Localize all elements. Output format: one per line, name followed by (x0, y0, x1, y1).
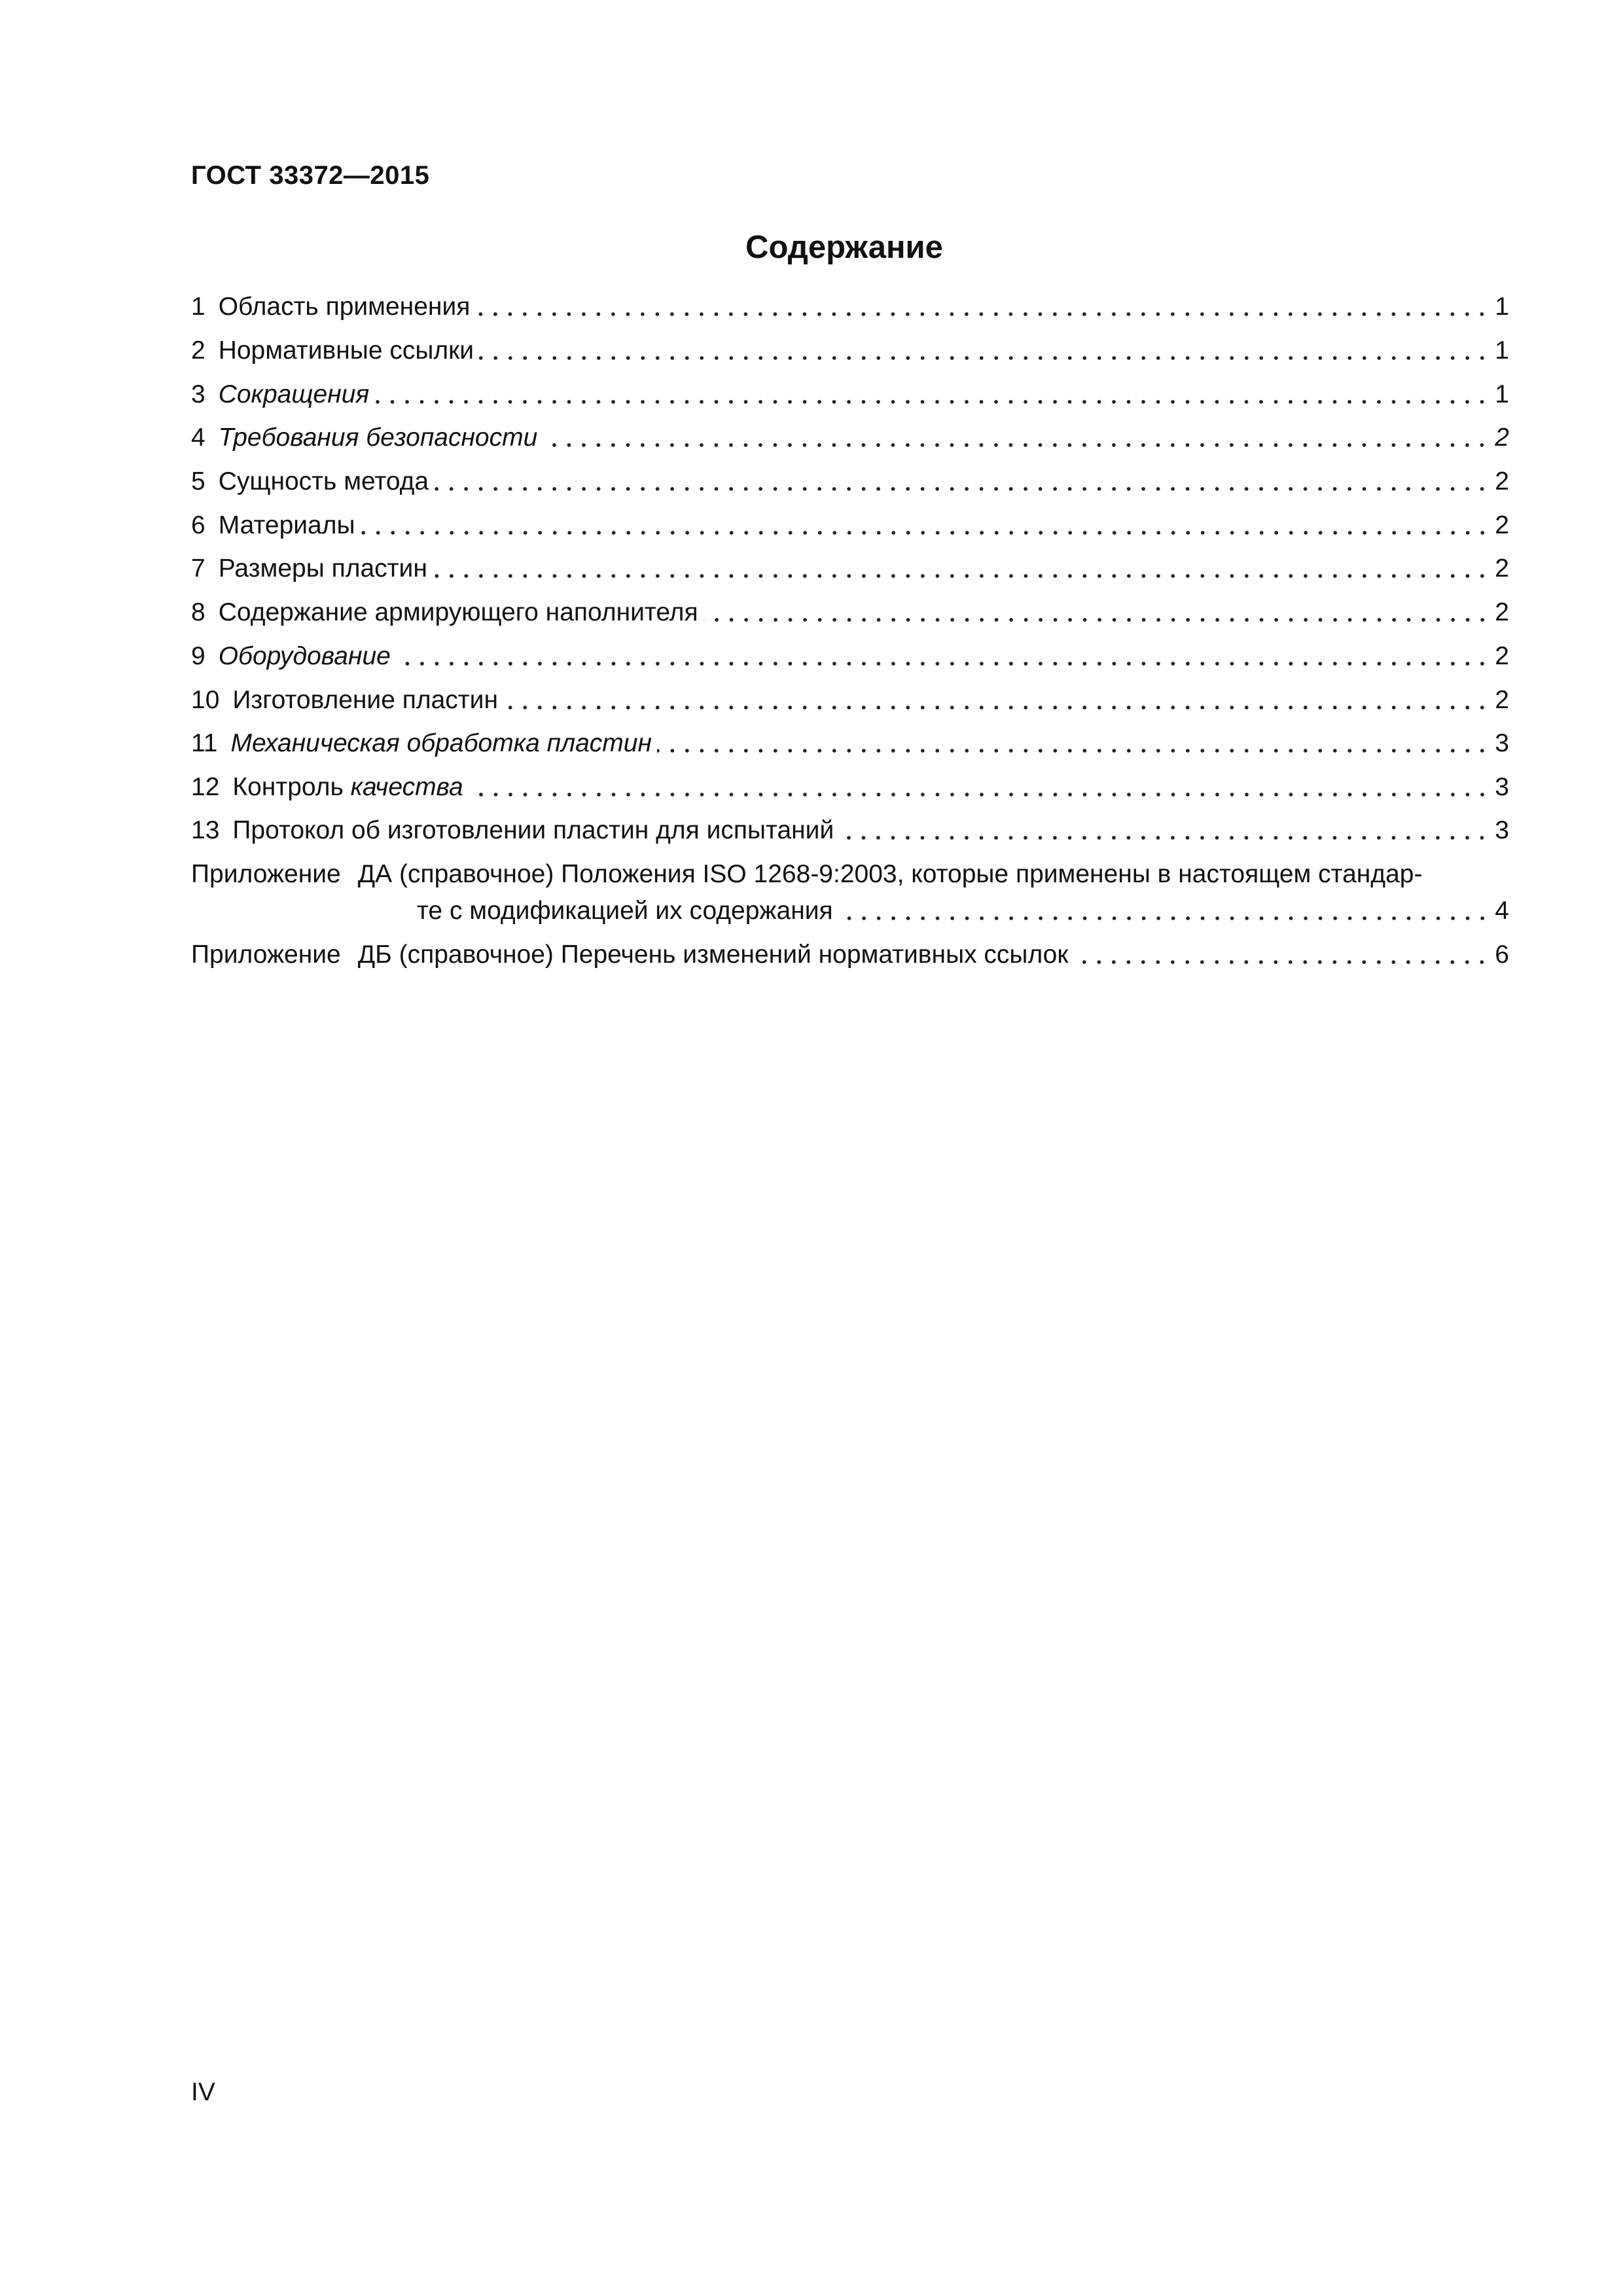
toc-item[interactable] (191, 500, 1509, 538)
toc-item[interactable] (191, 325, 1509, 363)
toc-item-title: Изготовление пластин (232, 686, 498, 714)
toc-item[interactable] (191, 631, 1509, 669)
toc-item[interactable] (191, 369, 1509, 407)
dot-leader (434, 487, 1489, 491)
toc-item-page: 1 (1495, 293, 1509, 321)
toc-item-page: 3 (1495, 773, 1509, 801)
dot-leader (704, 618, 1489, 622)
toc-item-number: 1 (191, 293, 205, 321)
toc-item-number: 7 (191, 554, 205, 583)
dot-leader (479, 356, 1489, 360)
dot-leader (475, 312, 1489, 316)
toc-item-page: 3 (1495, 816, 1509, 844)
toc-item-page: 2 (1495, 423, 1509, 452)
toc-item-title: Область применения (218, 293, 471, 321)
page-number: IV (191, 2078, 215, 2106)
toc-item-page: 2 (1495, 554, 1509, 583)
toc-item[interactable] (191, 281, 1509, 319)
toc-item-page: 4 (1495, 897, 1509, 925)
toc-item-number: 9 (191, 642, 205, 670)
toc-item[interactable] (191, 805, 1509, 843)
toc-item-page: 2 (1495, 642, 1509, 670)
toc-item-number: 13 (191, 816, 220, 844)
toc-item-number: 2 (191, 336, 205, 365)
appendix-label: Приложение (191, 860, 341, 888)
dot-leader (374, 400, 1489, 404)
toc-item-page: 6 (1495, 941, 1509, 969)
toc-title: Содержание (745, 230, 943, 265)
toc-item-title: Размеры пластин (218, 554, 427, 583)
toc-item[interactable] (191, 718, 1509, 756)
appendix-title-line1: ДА (справочное) Положения ISO 1268-9:2003, которые применены в настоящем стандар- (357, 860, 1423, 888)
toc-item-page: 2 (1495, 686, 1509, 714)
toc-item-title: Сокращения (218, 380, 370, 408)
dot-leader (361, 531, 1489, 535)
dot-leader (839, 836, 1489, 840)
dot-leader (838, 916, 1489, 920)
dot-leader (503, 706, 1489, 709)
dot-leader (469, 793, 1489, 797)
dot-leader (433, 574, 1489, 578)
toc-item[interactable] (191, 675, 1509, 713)
toc-item[interactable] (191, 762, 1509, 800)
toc-item-title: Нормативные ссылки (218, 336, 474, 365)
toc-item-number: 8 (191, 598, 205, 626)
toc-item[interactable] (191, 587, 1509, 625)
toc-item-title: Механическая обработка пластин (230, 729, 652, 757)
appendix-title-line1: ДБ (справочное) Перечень изменений нормативных ссылок (357, 941, 1069, 969)
dot-leader (657, 749, 1489, 753)
toc-item-number: 11 (191, 729, 218, 757)
toc-item-number: 3 (191, 380, 205, 408)
toc-appendix-da-continuation[interactable] (417, 886, 1509, 924)
toc-item-page: 2 (1495, 511, 1509, 539)
toc-item-number: 6 (191, 511, 205, 539)
toc-item-number: 4 (191, 423, 205, 452)
toc-item-title: Оборудование (218, 642, 391, 670)
toc-item-title: Протокол об изготовлении пластин для испытаний (232, 816, 834, 844)
dot-leader (1073, 960, 1489, 964)
toc-item-page: 2 (1495, 467, 1509, 495)
toc-item-title: Контроль качества (232, 773, 463, 801)
toc-item[interactable] (191, 543, 1509, 581)
toc-item-title: Сущность метода (218, 467, 429, 495)
document-code-header: ГОСТ 33372—2015 (191, 161, 430, 190)
appendix-label: Приложение (191, 941, 341, 969)
toc-item[interactable] (191, 456, 1509, 494)
toc-item-page: 1 (1495, 380, 1509, 408)
toc-item-page: 2 (1495, 598, 1509, 626)
toc-item-page: 1 (1495, 336, 1509, 365)
toc-item-number: 12 (191, 773, 220, 801)
toc-appendix-da[interactable] (191, 849, 1509, 887)
toc-appendix-db[interactable] (191, 929, 1509, 967)
dot-leader (543, 443, 1489, 447)
toc-item-title: Требования безопасности (218, 423, 538, 452)
toc-item-number: 5 (191, 467, 205, 495)
toc-item[interactable] (191, 412, 1509, 450)
toc-item-title: Содержание армирующего наполнителя (218, 598, 698, 626)
dot-leader (396, 662, 1489, 666)
toc-item-number: 10 (191, 686, 220, 714)
appendix-title-line2: те с модификацией их содержания (417, 897, 833, 925)
toc-item-title: Материалы (218, 511, 355, 539)
toc-item-page: 3 (1495, 729, 1509, 757)
